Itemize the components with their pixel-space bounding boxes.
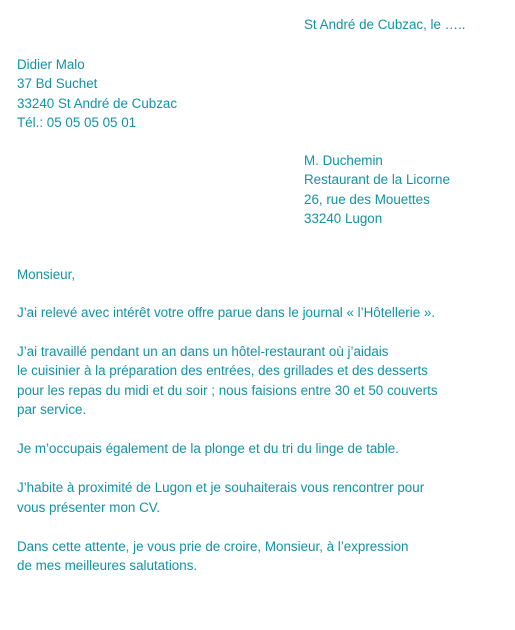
date-line: [304, 15, 466, 34]
paragraph-line: J’ai relevé avec intérêt votre offre parue dans le journal « l’Hôtellerie ».: [17, 305, 436, 321]
paragraph-closing: [17, 537, 497, 576]
recipient-name: M. Duchemin: [304, 153, 383, 168]
paragraph-tasks: [17, 439, 497, 458]
salutation: [17, 265, 497, 284]
date-text: St André de Cubzac, le …..: [304, 17, 466, 32]
paragraph-line: le cuisinier à la préparation des entrées, des grillades et des desserts: [17, 363, 428, 379]
letter-body: [17, 265, 497, 595]
recipient-street: 26, rue des Mouettes: [304, 191, 430, 207]
salutation-text: Monsieur,: [17, 267, 76, 282]
paragraph-line: de mes meilleures salutations.: [17, 557, 198, 573]
sender-name: Didier Malo: [17, 57, 85, 72]
paragraph-line: vous présenter mon CV.: [17, 499, 161, 515]
paragraph-meeting: [17, 478, 497, 517]
sender-address: [17, 55, 177, 132]
sender-city: 33240 St André de Cubzac: [17, 95, 178, 111]
recipient-company: Restaurant de la Licorne: [304, 172, 450, 188]
paragraph-offer: [17, 303, 497, 322]
paragraph-line: J’habite à proximité de Lugon et je souhaiterais vous rencontrer pour: [17, 480, 425, 496]
paragraph-line: Dans cette attente, je vous prie de croire, Monsieur, à l’expression: [17, 538, 409, 554]
sender-street: 37 Bd Suchet: [17, 76, 98, 92]
recipient-city: 33240 Lugon: [304, 210, 383, 226]
paragraph-line: Je m’occupais également de la plonge et du tri du linge de table.: [17, 441, 399, 457]
paragraph-experience: [17, 342, 497, 419]
paragraph-line: J’ai travaillé pendant un an dans un hôtel-restaurant où j’aidais: [17, 344, 389, 360]
sender-phone: Tél.: 05 05 05 05 01: [17, 114, 137, 130]
paragraph-line: par service.: [17, 402, 87, 418]
recipient-address: [304, 151, 450, 228]
paragraph-line: pour les repas du midi et du soir ; nous faisions entre 30 et 50 couverts: [17, 382, 438, 398]
